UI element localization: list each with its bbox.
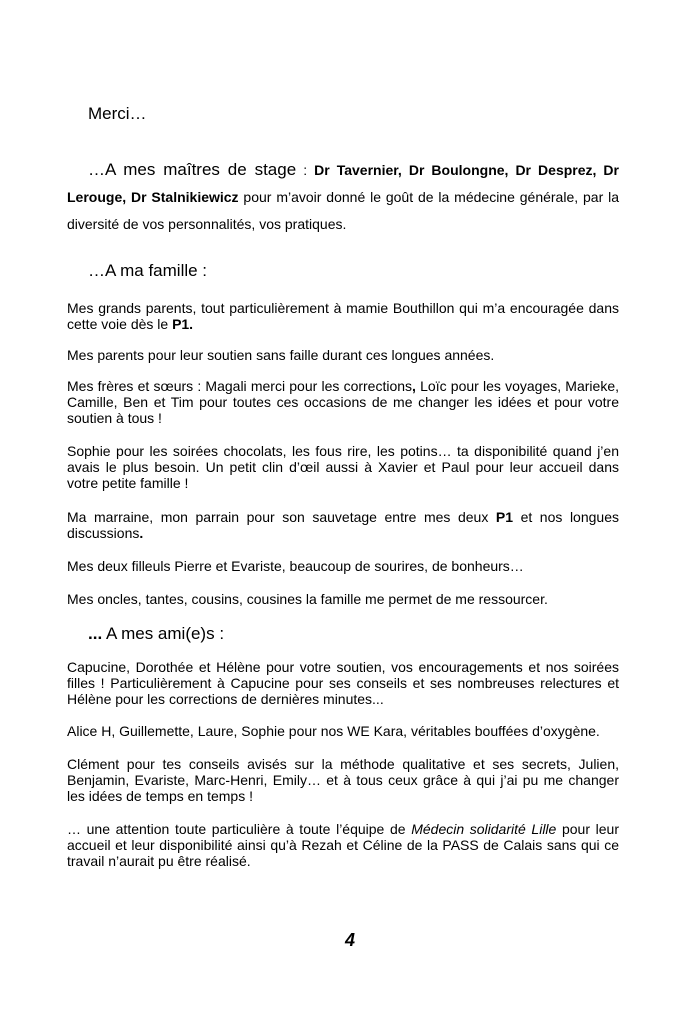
stage-paragraph — [67, 156, 619, 238]
family-paragraph-5-bold: P1 — [495, 509, 514, 525]
stage-text: pour m’avoir donné le goût de la médecine générale, par la diversité de vos personnalités, vos pratiques. — [67, 189, 619, 232]
family-paragraph-7: Mes oncles, tantes, cousins, cousines la famille me permet de me ressourcer. — [67, 591, 548, 607]
friends-paragraph-2: Alice H, Guillemette, Laure, Sophie pour nos WE Kara, véritables bouffées d’oxygène. — [67, 723, 600, 739]
family-paragraph-3-text-a: Mes frères et sœurs : Magali merci pour les corrections — [67, 378, 413, 394]
family-paragraph-5-dot: . — [139, 525, 144, 541]
stage-names: Dr Tavernier, Dr Boulongne, Dr Desprez, Dr Lerouge, Dr Stalnikiewicz — [67, 162, 619, 205]
friends-paragraph-4-org: Médecin solidarité Lille — [411, 821, 557, 837]
page-number: 4 — [344, 930, 355, 950]
family-paragraph-2: Mes parents pour leur soutien sans faille durant ces longues années. — [67, 347, 495, 363]
family-paragraph-4: Sophie pour les soirées chocolats, les fous rire, les potins… ta disponibilité quand j’en avais le plus besoin. Un petit clin d’œil aussi à Xavier et Paul pour leur accueil dans votre petite famille ! — [67, 443, 619, 491]
family-paragraph-6: Mes deux filleuls Pierre et Evariste, beaucoup de sourires, de bonheurs… — [67, 558, 524, 574]
friends-heading-dots: ... — [88, 624, 103, 643]
family-paragraph-1-bold: P1. — [172, 316, 194, 332]
friends-paragraph-3: Clément pour tes conseils avisés sur la méthode qualitative et ses secrets, Julien, Benjamin, Evariste, Marc-Henri, Emily… et à tous ceux grâce à qui j’ai pu me changer les idées de temps en temps ! — [67, 756, 619, 804]
friends-heading — [88, 624, 640, 644]
page-title: Merci… — [88, 104, 147, 123]
friends-paragraph-4 — [67, 821, 619, 869]
family-paragraph-5-text-a: Ma marraine, mon parrain pour son sauvetage entre mes deux — [67, 509, 496, 525]
friends-paragraph-4-text-a: … une attention toute particulière à toute l’équipe de — [67, 821, 412, 837]
family-heading: …A ma famille : — [88, 261, 208, 280]
friends-paragraph-4-text-b: pour leur accueil et leur disponibilité ainsi qu’à Rezah et Céline de la PASS de Calais sans qui ce travail n’aurait pu être réalisé. — [67, 821, 619, 869]
family-paragraph-3-text-b: Loïc pour les voyages, Marieke, Camille, Ben et Tim pour toutes ces occasions de me changer les idées et pour votre soutien à tous ! — [67, 378, 619, 426]
family-paragraph-5-text-b: et nos longues discussions — [67, 509, 619, 541]
stage-heading: …A mes maîtres de stage — [88, 160, 297, 179]
family-paragraph-1-text: Mes grands parents, tout particulièrement à mamie Bouthillon qui m’a encouragée dans cette voie dès le — [67, 300, 619, 332]
family-paragraph-5 — [67, 509, 619, 541]
friends-heading-text: A mes ami(e)s : — [102, 624, 225, 643]
family-paragraph-3 — [67, 378, 619, 426]
family-paragraph-1 — [67, 300, 619, 332]
friends-paragraph-1: Capucine, Dorothée et Hélène pour votre soutien, vos encouragements et nos soirées filles ! Particulièrement à Capucine pour ses conseils et ses nombreuses relectures et Hélène pour les corrections de dernières minutes... — [67, 659, 619, 707]
family-paragraph-3-comma: , — [412, 378, 416, 394]
stage-colon: : — [296, 162, 315, 178]
